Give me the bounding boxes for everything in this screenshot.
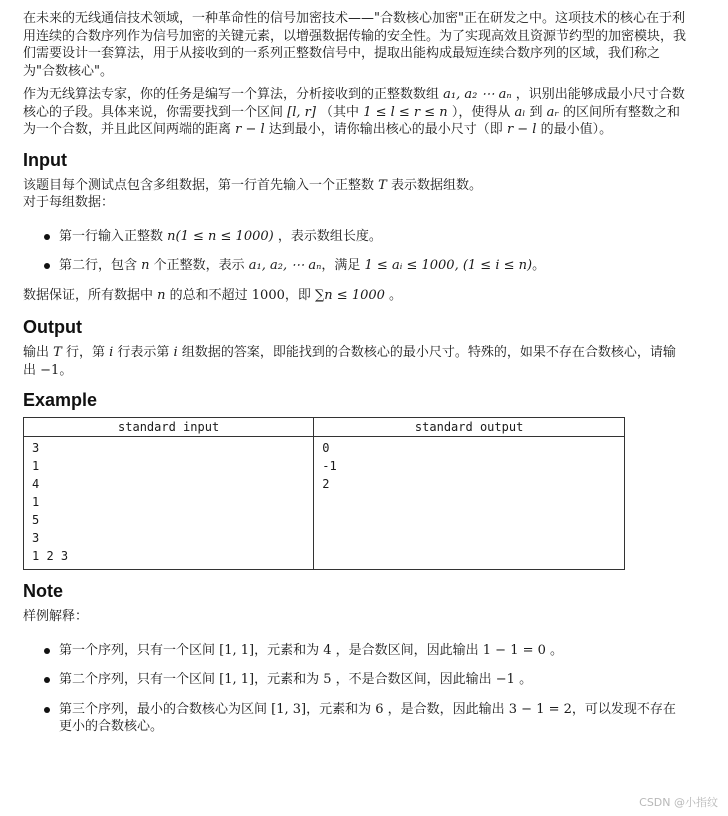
text: ，不是合数区间，因此输出 (331, 672, 496, 687)
math-interval: [1, 1] (219, 642, 255, 658)
text: 第二行，包含 (59, 258, 142, 273)
input-line-1 (23, 177, 687, 195)
text: ，是合数区间，因此输出 (331, 642, 483, 658)
text: 的区间所有整数之和为一个合数，并且此区间两端的距离 (23, 104, 681, 137)
text: 第二个序列，只有一个区间 (59, 672, 220, 687)
math-result: 1 − 1 = 0 (482, 642, 546, 658)
math-T: T (53, 345, 62, 360)
math-ar: aᵣ (546, 104, 559, 120)
text: ，表示数组长度。 (273, 228, 382, 244)
text: ，识别出能够成最小尺寸合数核心的子段。具体来说，你需要找到一个区间 (23, 87, 685, 120)
output-description (23, 344, 687, 379)
sample-output (314, 437, 625, 570)
text: 到 (525, 104, 547, 120)
output-line: -1 (322, 459, 337, 473)
text: ），使得从 (447, 104, 515, 120)
input-heading: Input (23, 149, 67, 170)
math-array: a₁, a₂, ⋯ aₙ (248, 258, 322, 273)
math-result: 3 − 1 = 2 (508, 701, 572, 717)
math-range: 1 ≤ l ≤ r ≤ n (363, 104, 448, 120)
list-item (23, 228, 687, 246)
math-interval: [1, 3] (271, 701, 307, 717)
math-n: n (157, 287, 166, 303)
text: 行表示第 (113, 345, 174, 360)
text: 组数据的答案，即能找到的合数核心的最小尺寸。特殊的，如果不存在合数核心，请输出 (23, 345, 676, 378)
input-line: 3 (32, 441, 40, 455)
input-guarantee (23, 287, 687, 305)
watermark: CSDN @小指纹 (639, 796, 718, 809)
math-constraint: 1 ≤ aᵢ ≤ 1000, (1 ≤ i ≤ n) (364, 258, 533, 273)
text: ，即 (284, 287, 316, 303)
math-i: i (109, 345, 114, 360)
intro-paragraph-1: 在未来的无线通信技术领域，一种革命性的信号加密技术——"合数核心加密"正在研发之中。这项技术的核心在于利用连续的合数序列作为信号加密的关键元素，以增强数据传输的安全性。为了实现高效且资源节约型的加密模块，我们需要设计一套算法，用于从接收到的一系列正整数信号中，提取出能构成最短连续合数序列的区域，我们称之为"合数核心"。 (23, 11, 687, 79)
math-T: T (378, 177, 387, 193)
text: 达到最小，请你输出核心的最小尺寸（即 (264, 122, 507, 137)
text: ，是合数，因此输出 (383, 701, 509, 717)
text: 的总和不超过 (165, 287, 252, 303)
input-column-header: standard input (24, 418, 314, 437)
text: 作为无线算法专家，你的任务是编写一个算法，分析接收到的正整数数组 (23, 87, 444, 102)
note-intro: 样例解释： (23, 609, 89, 624)
text: 该题目每个测试点包含多组数据，第一行首先输入一个正整数 (23, 177, 379, 193)
text: 第一个序列，只有一个区间 (59, 642, 220, 658)
input-line: 5 (32, 513, 40, 527)
input-list (23, 228, 687, 275)
text: 表示数据组数。 (386, 177, 482, 193)
input-line: 1 (32, 459, 40, 473)
intro-paragraph-2 (23, 86, 687, 139)
math-limit: 1000 (251, 287, 285, 303)
text: 行，第 (61, 345, 110, 360)
output-heading: Output (23, 317, 82, 337)
math-n: n (141, 258, 150, 273)
text: 。 (59, 362, 73, 378)
input-line: 4 (32, 477, 40, 491)
input-line-2: 对于每组数据： (23, 195, 115, 210)
math-sum-value: 6 (375, 701, 384, 717)
list-item (23, 257, 687, 275)
text: 。 (532, 258, 546, 273)
sample-input (24, 437, 314, 570)
math-interval: [l, r] (287, 104, 316, 120)
list-item (23, 671, 687, 689)
input-line: 1 (32, 495, 40, 509)
input-line: 3 (32, 531, 40, 545)
text: ，可以发现不存在更小的合数核心。 (59, 701, 676, 734)
text: 第一行输入正整数 (59, 228, 168, 244)
output-column-header: standard output (314, 418, 625, 437)
math-sum-value: 5 (323, 672, 332, 687)
math-al: aₗ (514, 104, 526, 120)
list-item (23, 701, 687, 736)
text: 的最小值）。 (536, 122, 613, 137)
example-heading: Example (23, 390, 98, 410)
math-distance-2: r − l (506, 122, 537, 137)
text: ，满足 (321, 258, 365, 273)
output-line: 2 (322, 477, 330, 491)
text: 。 (514, 672, 533, 687)
text: 。 (545, 642, 564, 658)
math-sum-value: 4 (323, 642, 332, 658)
math-array: a₁, a₂ ⋯ aₙ (443, 87, 512, 102)
problem-statement (23, 10, 687, 748)
text: 个正整数，表示 (149, 258, 249, 273)
math-distance: r − l (235, 122, 265, 137)
math-minus-one: −1 (40, 362, 60, 378)
text: 。 (384, 287, 403, 303)
example-table (23, 417, 625, 570)
text: 输出 (23, 345, 54, 360)
math-i: i (173, 345, 178, 360)
note-list (23, 642, 687, 736)
math-result: −1 (495, 672, 515, 687)
text: 数据保证，所有数据中 (23, 287, 158, 303)
text: （其中 (315, 104, 364, 120)
math-sum: ∑n ≤ 1000 (315, 287, 385, 303)
text: 第三个序列，最小的合数核心为区间 (59, 701, 272, 717)
input-line: 1 2 3 (32, 549, 69, 563)
output-line: 0 (322, 441, 330, 455)
math-interval: [1, 1] (219, 672, 255, 687)
note-heading: Note (23, 581, 63, 601)
list-item (23, 642, 687, 660)
text: ，元素和为 (254, 672, 324, 687)
text: ，元素和为 (254, 642, 324, 658)
text: ，元素和为 (306, 701, 376, 717)
math-n-range: n(1 ≤ n ≤ 1000) (167, 228, 274, 244)
